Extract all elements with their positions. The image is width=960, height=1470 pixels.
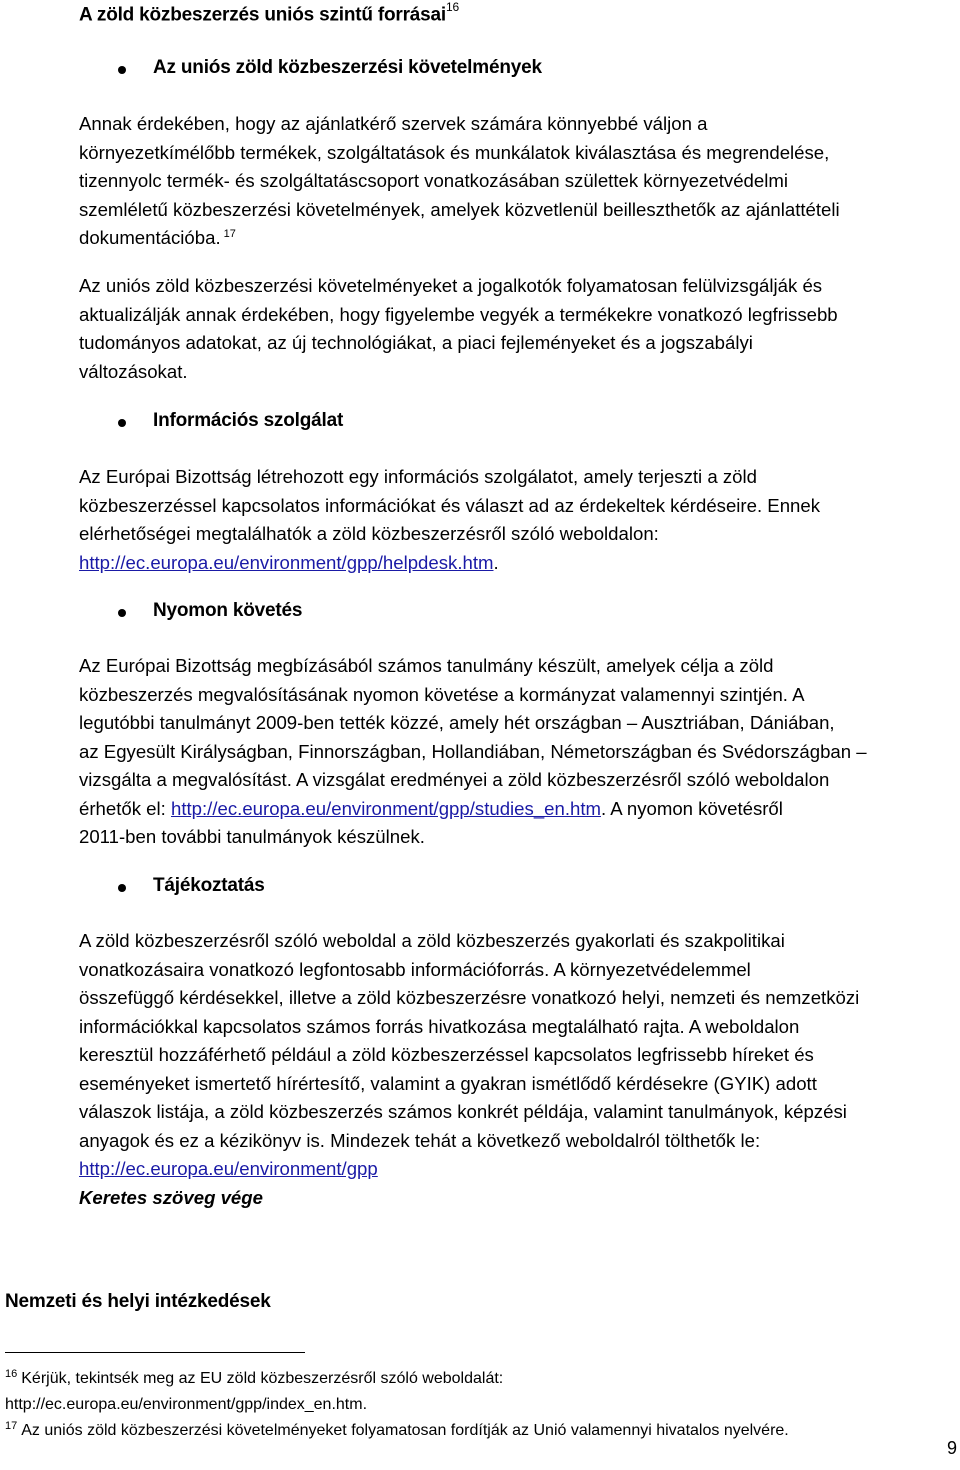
section-heading: Nemzeti és helyi intézkedések	[5, 1291, 271, 1312]
subsection-title: Az uniós zöld közbeszerzési követelmények	[153, 57, 542, 78]
footnote-ref[interactable]: 16	[445, 0, 459, 14]
bullet-icon	[118, 66, 126, 74]
section-heading: A zöld közbeszerzés uniós szintű forrásai$^{16}$	[79, 0, 459, 26]
footnote-ref[interactable]: 17	[223, 227, 236, 240]
page-number: 9	[946, 1438, 957, 1458]
bullet-icon	[118, 419, 126, 427]
studies-link[interactable]: http://ec.europa.eu/environment/gpp/studies_en.htm	[171, 797, 601, 819]
footnote-separator	[5, 1352, 305, 1353]
gpp-link[interactable]: http://ec.europa.eu/environment/gpp	[79, 1158, 378, 1179]
footnote-url: http://ec.europa.eu/environment/gpp/index_en.htm.	[5, 1396, 368, 1413]
subsection-title: Nyomon követés	[153, 600, 303, 621]
paragraph: Az uniós zöld közbeszerzési követelményeket a jogalkotók folyamatosan felülvizsgálják és aktualizálják annak érdekében, hogy figyelembe vegyék a termékekre vonatkozó legfrissebb tudományos adatokat, az új technológiákat, a piaci fejleményeket és a jogszabályi változásokat.	[79, 275, 838, 382]
paragraph: Annak érdekében, hogy az ajánlatkérő szervek számára könnyebbé váljon a környezetkímélőbb termékek, szolgáltatások és munkálatok kiválasztása és megrendelése, tizennyolc termék- és szolgáltatáscsoport vonatkozásában születtek környezetvédelmi szemléletű közbeszerzési követelmények, amelyek közvetlenül beilleszthetők az ajánlattételi dokumentációba. $^{17}$	[79, 113, 840, 248]
bullet-icon	[118, 609, 126, 617]
paragraph: Az Európai Bizottság megbízásából számos tanulmány készült, amelyek célja a zöld közbeszerzés megvalósításának nyomon követése a kormányzat valamennyi szintjén. A legutóbbi tanulmányt 2009-ben tették közzé, amely hét országban – Ausztriában, Dániában, az Egyesült Királyságban, Finnországban, Hollandiában, Németországban és Svédországban – vizsgálta a megvalósítást. A vizsgálat eredményei a zöld közbeszerzésről szóló weboldalon érhetők el: http://ec.europa.eu/environment/gpp/studies_en.htm. A nyomon követésről 2011-ben további tanulmányok készülnek.	[79, 655, 867, 847]
helpdesk-link[interactable]: http://ec.europa.eu/environment/gpp/helpdesk.htm	[79, 551, 494, 573]
paragraph: Az Európai Bizottság létrehozott egy információs szolgálatot, amely terjeszti a zöld közbeszerzéssel kapcsolatos információkat és választ ad az érdekeltek kérdéseire. Ennek elérhetőségei megtalálhatók a zöld közbeszerzésről szóló weboldalon: http://ec.europa.eu/environment/gpp/helpdesk.htm.	[79, 466, 821, 573]
box-end-note: Keretes szöveg vége	[79, 1186, 263, 1208]
footnote: $^{17}$ Az uniós zöld közbeszerzési követelményeket folyamatosan fordítják az Unió valamennyi hivatalos nyelvére.	[5, 1419, 789, 1439]
bullet-icon	[118, 884, 126, 892]
subsection-title: Tájékoztatás	[153, 875, 265, 896]
subsection-title: Információs szolgálat	[153, 410, 344, 431]
footnote: $^{16}$ Kérjük, tekintsék meg az EU zöld közbeszerzésről szóló weboldalát:	[5, 1367, 504, 1387]
paragraph: A zöld közbeszerzésről szóló weboldal a zöld közbeszerzés gyakorlati és szakpolitikai vonatkozásaira vonatkozó legfontosabb információforrás. A környezetvédelemmel összefüggő kérdésekkel, illetve a zöld közbeszerzésre vonatkozó helyi, nemzeti és nemzetközi információkkal kapcsolatos számos forrás hivatkozása megtalálható rajta. A weboldalon keresztül hozzáférhető például a zöld közbeszerzéssel kapcsolatos legfrissebb híreket és eseményeket ismertető hírértesítő, valamint a gyakran ismétlődő kérdésekre (GYIK) adott válaszok listája, a zöld közbeszerzés számos konkrét példája, valamint tanulmányok, képzési anyagok és ez a kézikönyv is. Mindezek tehát a következő weboldalról tölthetők le: http://ec.europa.eu/environment/gpp Keretes szöveg vége	[79, 927, 959, 1212]
